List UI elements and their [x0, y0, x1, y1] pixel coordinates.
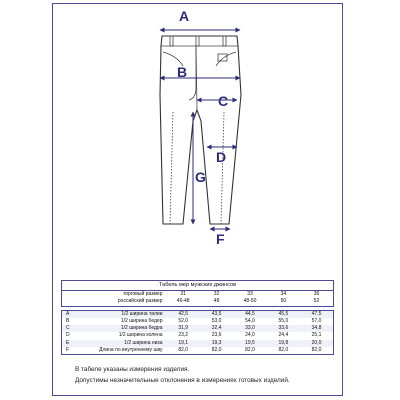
size-header-body — [62, 291, 334, 307]
measure-name: 1/2 ширина колена — [118, 332, 163, 339]
measure-value: 23,2 — [178, 332, 189, 339]
measure-value: 34,8 — [300, 325, 333, 332]
measure-value: 82,0 — [178, 347, 189, 354]
size-header-value: 46-48 — [176, 298, 190, 305]
measure-name: 1/2 ширина талии — [74, 310, 167, 318]
measure-value: 33,6 — [267, 325, 300, 332]
measure-value: 45,5 — [267, 310, 300, 318]
size-table — [61, 280, 334, 355]
measure-code: F — [66, 347, 70, 354]
measure-value: 82,0 — [311, 347, 322, 354]
measure-value: 24,4 — [278, 332, 289, 339]
measure-value: 42,5 — [167, 310, 200, 318]
size-header-value: 48 — [213, 298, 220, 305]
measure-value: 57,0 — [311, 317, 322, 324]
measure-value: 31,9 — [167, 325, 200, 332]
measure-value: 47,5 — [300, 310, 333, 318]
table-row — [62, 318, 334, 325]
measure-value: 32,4 — [200, 325, 233, 332]
measure-value: 82,0 — [245, 347, 255, 354]
table-row — [62, 347, 334, 355]
measure-value: 19,8 — [267, 340, 300, 347]
measure-code: A — [62, 310, 74, 318]
note-deviation: Допустимы незначительные отклонения в измерениях готовых изделий. — [75, 377, 290, 384]
table-row — [62, 332, 334, 339]
empty-cell — [62, 291, 74, 299]
measurement-table — [61, 310, 334, 356]
measure-code: D — [66, 332, 70, 339]
measure-value: 25,1 — [311, 332, 322, 339]
measure-value: 82,0 — [211, 347, 222, 354]
measure-value: 19,3 — [200, 340, 233, 347]
measure-value: 54,0 — [245, 317, 255, 324]
measure-name: 1/2 ширина низа — [74, 340, 167, 347]
measure-value: 19,5 — [233, 340, 266, 347]
measure-value: 24,0 — [245, 332, 255, 339]
table-row — [62, 325, 334, 332]
measure-name: 1/2 ширина бедра — [74, 325, 167, 332]
size-header-value: 52 — [313, 298, 320, 305]
measure-value: 43,5 — [200, 310, 233, 318]
measure-value: 23,6 — [211, 332, 222, 339]
size-header-row — [62, 298, 334, 306]
measure-name: Длина по внутреннему шву — [99, 347, 163, 354]
measure-label-c: C — [218, 93, 229, 109]
size-header-label: торговый размер — [122, 291, 163, 297]
size-header-value: 31 — [180, 291, 186, 297]
size-table-title: Табель мер мужских джинсов — [61, 280, 334, 290]
measure-label-a: A — [179, 8, 190, 24]
table-row — [62, 310, 334, 318]
measure-value: 44,5 — [233, 310, 266, 318]
measure-label-f: F — [216, 231, 225, 247]
measure-value: 20,0 — [300, 340, 333, 347]
measure-value: 55,0 — [278, 317, 289, 324]
measure-code: E — [62, 340, 74, 347]
size-header-value: 50 — [280, 298, 287, 305]
table-row — [62, 340, 334, 347]
size-header-value: 36 — [313, 291, 320, 297]
measure-value: 19,1 — [167, 340, 200, 347]
empty-cell — [62, 298, 74, 306]
size-header-row — [62, 291, 334, 299]
measure-code: B — [66, 317, 70, 324]
note-measurements: В табеле указаны измерения изделия. — [75, 366, 190, 373]
size-header-label: российский размер — [117, 298, 163, 305]
measurement-body — [62, 310, 334, 355]
measure-label-g: G — [195, 169, 206, 185]
measure-name: 1/2 ширина бедер — [120, 317, 163, 324]
size-header-value: 34 — [280, 291, 287, 297]
measure-code: C — [62, 325, 74, 332]
size-header-value: 33 — [247, 291, 253, 297]
size-header-value: 32 — [213, 291, 220, 297]
measure-value: 53,0 — [211, 317, 222, 324]
size-header-value: 48-50 — [243, 298, 257, 305]
measure-value: 52,0 — [178, 317, 189, 324]
measure-value: 82,0 — [278, 347, 289, 354]
measure-label-d: D — [216, 149, 227, 165]
measure-label-b: B — [177, 64, 188, 80]
size-table-header — [61, 290, 334, 307]
measure-value: 33,0 — [233, 325, 266, 332]
